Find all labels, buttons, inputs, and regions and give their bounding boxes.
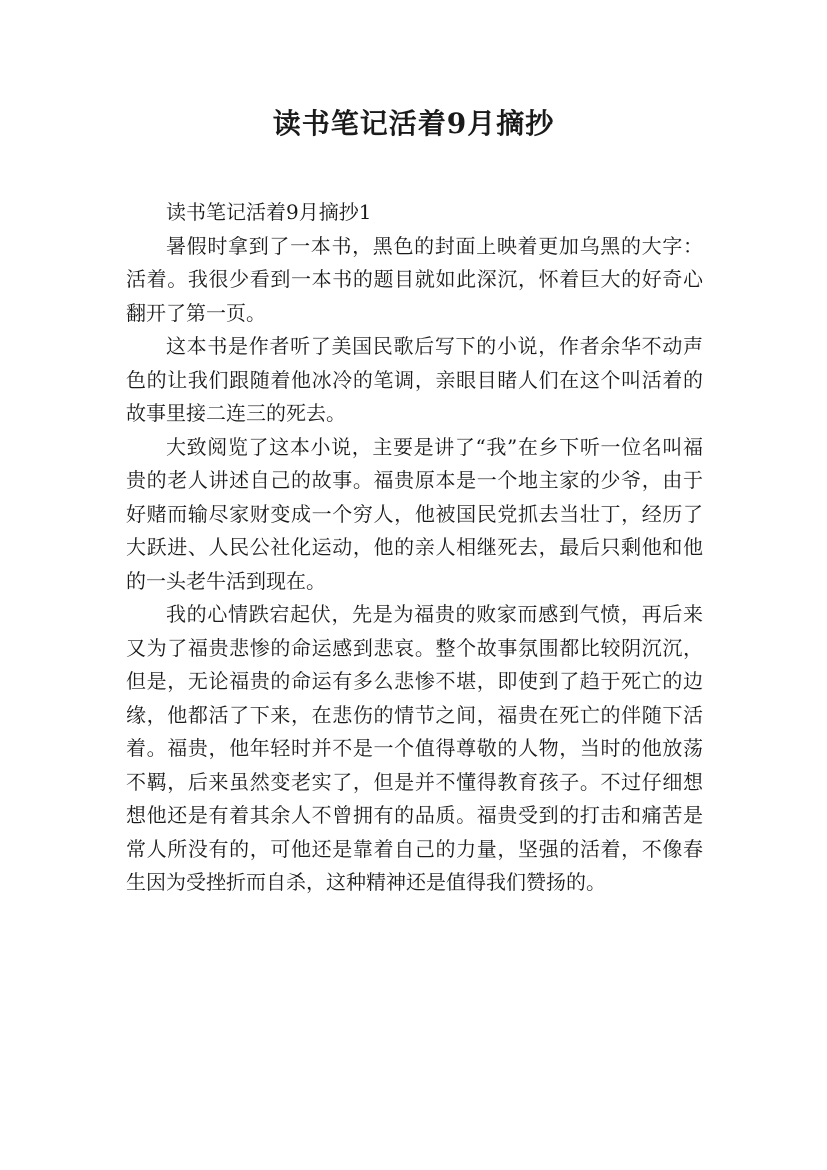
paragraph: 暑假时拿到了一本书，黑色的封面上映着更加乌黑的大字：活着。我很少看到一本书的题目就如此深沉，怀着巨大的好奇心翻开了第一页。 xyxy=(126,233,703,325)
paragraph: 大致阅览了这本小说，主要是讲了“我”在乡下听一位名叫福贵的老人讲述自己的故事。福贵原本是一个地主家的少爷，由于好赌而输尽家财变成一个穷人，他被国民党抓去当壮丁，经历了大跃进、人民公社化运动，他的亲人相继死去，最后只剩他和他的一头老牛活到现在。 xyxy=(126,434,703,593)
document-body xyxy=(126,196,703,900)
paragraph: 这本书是作者听了美国民歌后写下的小说，作者余华不动声色的让我们跟随着他冰冷的笔调，亲眼目睹人们在这个叫活着的故事里接二连三的死去。 xyxy=(126,334,703,425)
document-title: 读书笔记活着9月摘抄 xyxy=(272,107,555,140)
section-heading: 读书笔记活着9月摘抄1 xyxy=(166,200,372,224)
paragraph: 我的心情跌宕起伏，先是为福贵的败家而感到气愤，再后来又为了福贵悲惨的命运感到悲哀。整个故事氛围都比较阴沉沉，但是，无论福贵的命运有多么悲惨不堪，即使到了趋于死亡的边缘，他都活了下来，在悲伤的情节之间，福贵在死亡的伴随下活着。福贵，他年轻时并不是一个值得尊敬的人物，当时的他放荡不羁，后来虽然变老实了，但是并不懂得教育孩子。不过仔细想想他还是有着其余人不曾拥有的品质。福贵受到的打击和痛苦是常人所没有的，可他还是靠着自己的力量，坚强的活着，不像春生因为受挫折而自杀，这种精神还是值得我们赞扬的。 xyxy=(126,602,703,894)
